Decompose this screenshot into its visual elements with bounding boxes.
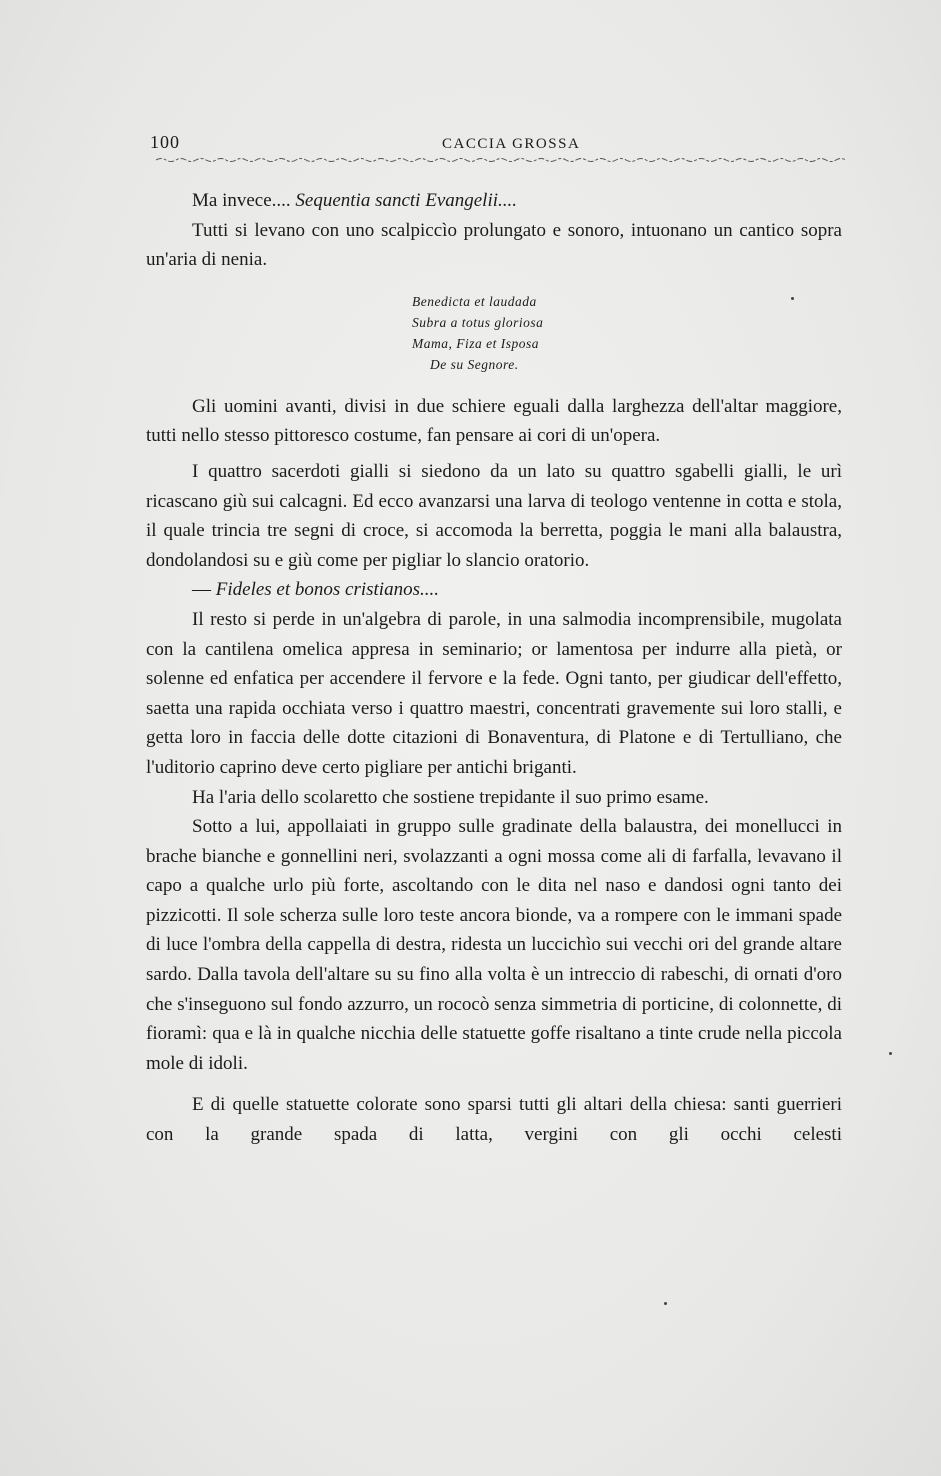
paper-speck — [791, 297, 794, 300]
paragraph-7: Ha l'aria dello scolaretto che sostiene trepidante il suo primo esame. — [192, 786, 709, 808]
paper-speck — [664, 1302, 667, 1305]
paragraph-3: Gli uomini avanti, divisi in due schiere eguali dalla larghezza dell'altar maggiore, tutti nello stesso pittoresco costume, fan pensare ai cori di un'opera. — [146, 395, 842, 447]
paragraph-8: Sotto a lui, appollaiati in gruppo sulle gradinate della balaustra, dei monellucci in brache bianche e gonnellini neri, svolazzanti a ogni mossa come ali di farfalla, levavano il capo a qualche urlo più forte, ascoltando con le dita nel naso e dandosi ogni tanto dei pizzicotti. Il sole scherza sulle loro teste ancora bionde, va a rompere con le immani spade di luce l'ombra della cappella di destra, ridesta un luccichìo sui vecchi ori del grande altare sardo. Dalla tavola dell'altare su su fino alla volta è un intreccio di rabeschi, di ornati d'oro che s'inseguono sul fondo azzurro, un rococò senza simmetria di porticine, di colonnette, di fioramì: qua e là in qualche nicchia delle statuette goffe risaltano a tinte crude nella piccola mole di idoli. — [146, 816, 842, 1074]
paragraph-4: I quattro sacerdoti gialli si siedono da un lato su quattro sgabelli gialli, le urì ricascano giù sui calcagni. Ed ecco avanzarsi una larva di teologo ventenne in cotta e stola, il quale trincia tre segni di croce, si accomoda la berretta, poggia le mani alla balaustra, dondolandosi su e giù come per pigliar lo slancio oratorio. — [146, 460, 842, 571]
verse-line: Benedicta et laudada — [412, 293, 537, 309]
paragraph-2: Tutti si levano con uno scalpiccìo prolungato e sonoro, intuonano un cantico sopra un'aria di nenia. — [146, 219, 842, 271]
page-header — [150, 132, 842, 156]
page-text — [146, 186, 842, 1150]
verse-line: De su Segnore. — [430, 356, 519, 372]
verse-line: Mama, Fiza et Isposa — [412, 335, 539, 351]
paragraph-6: Il resto si perde in un'algebra di parole, in una salmodia incomprensibile, mugolata con la cantilena omelica appresa in seminario; or lamentosa per indurre alla pietà, or solenne ed enfatica per accendere il fervore e la fede. Ogni tanto, per giudicar dell'effetto, saetta una rapida occhiata verso i quattro maestri, concentrati gravemente sui loro stalli, e getta loro in faccia delle dotte citazioni di Bonaventura, di Platone e di Tertulliano, che l'uditorio caprino deve certo pigliare per antichi briganti. — [146, 608, 842, 778]
page-number: 100 — [150, 132, 180, 152]
latin-phrase: Sequentia sancti Evangelii.... — [295, 190, 518, 211]
paragraph-1: Ma invece.... Sequentia sancti Evangelii.... — [192, 190, 518, 211]
verse-block — [146, 291, 842, 375]
em-dash: — — [192, 579, 216, 601]
latin-phrase: Fideles et bonos cristianos.... — [215, 579, 439, 601]
paper-speck — [889, 1052, 892, 1055]
paragraph-5 — [146, 575, 842, 605]
paragraph-9: E di quelle statuette colorate sono sparsi tutti gli altari della chiesa: santi guerrieri con la grande spada di latta, vergini con gli occhi celesti — [146, 1094, 842, 1146]
running-title: CACCIA GROSSA — [442, 136, 581, 152]
wavy-header-rule — [156, 156, 846, 168]
verse-line: Subra a totus gloriosa — [412, 314, 544, 330]
